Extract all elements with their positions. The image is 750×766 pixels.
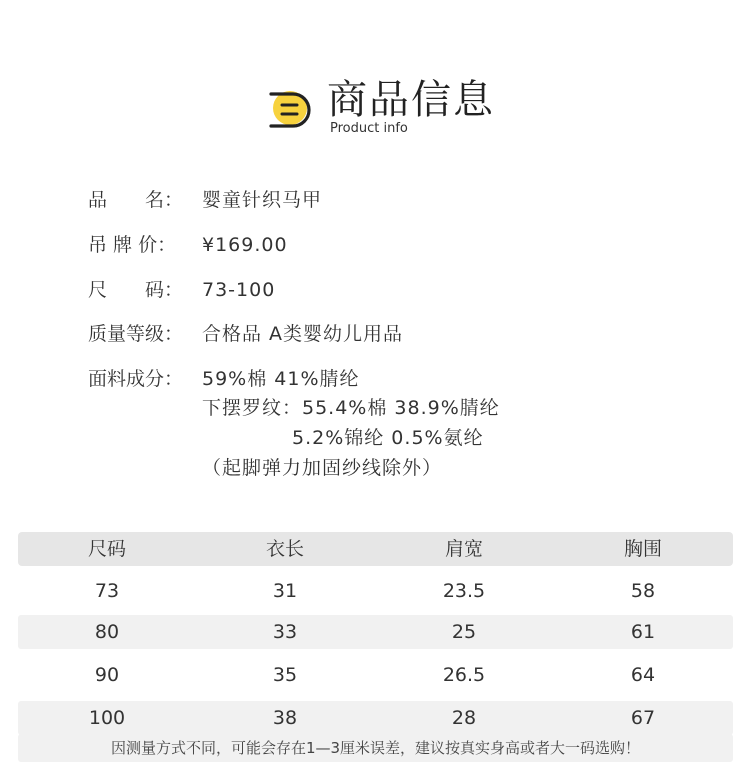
table-cell: 58 — [630, 580, 656, 602]
table-cell: 33 — [272, 621, 298, 643]
table-row — [18, 658, 733, 692]
material-line-1: 59%棉 41%腈纶 — [202, 368, 360, 390]
table-header-row — [18, 532, 733, 566]
table-row — [18, 574, 733, 608]
table-cell: 67 — [630, 707, 656, 729]
table-cell: 26.5 — [442, 664, 486, 686]
table-header-cell: 胸围 — [623, 538, 662, 560]
section-header — [263, 74, 523, 144]
material-label: 面料成分： — [88, 368, 184, 390]
material-line-4: （起脚弹力加固纱线除外） — [202, 457, 443, 479]
table-cell: 100 — [88, 707, 126, 729]
table-header-cell: 尺码 — [87, 538, 126, 560]
name-label: 品 名： — [88, 189, 184, 211]
material-line-2: 下摆罗纹：55.4%棉 38.9%腈纶 — [202, 397, 500, 419]
table-cell: 80 — [94, 621, 120, 643]
table-row — [18, 615, 733, 649]
table-cell: 23.5 — [442, 580, 486, 602]
measurement-note: 因测量方式不同，可能会存在1—3厘米误差，建议按真实身高或者大一码选购！ — [18, 734, 733, 762]
price-value: ¥169.00 — [202, 234, 288, 256]
table-row — [18, 701, 733, 735]
table-cell: 31 — [272, 580, 298, 602]
table-header-cell: 肩宽 — [444, 538, 483, 560]
table-cell: 64 — [630, 664, 656, 686]
page-title: 商品信息 — [327, 77, 495, 123]
price-label: 吊 牌 价： — [88, 234, 177, 256]
name-value: 婴童针织马甲 — [202, 189, 323, 211]
page-subtitle: Product info — [330, 121, 408, 136]
size-value: 73-100 — [202, 279, 276, 301]
table-cell: 61 — [630, 621, 656, 643]
table-cell: 90 — [94, 664, 120, 686]
table-cell: 28 — [451, 707, 477, 729]
table-cell: 73 — [94, 580, 120, 602]
material-line-3: 5.2%锦纶 0.5%氨纶 — [292, 427, 484, 449]
table-header-cell: 衣长 — [265, 538, 304, 560]
grade-label: 质量等级： — [88, 323, 184, 345]
document-lines-icon — [263, 84, 313, 134]
table-cell: 35 — [272, 664, 298, 686]
table-cell: 38 — [272, 707, 298, 729]
table-cell: 25 — [451, 621, 477, 643]
grade-value: 合格品 A类婴幼儿用品 — [202, 323, 404, 345]
size-label: 尺 码： — [88, 279, 184, 301]
